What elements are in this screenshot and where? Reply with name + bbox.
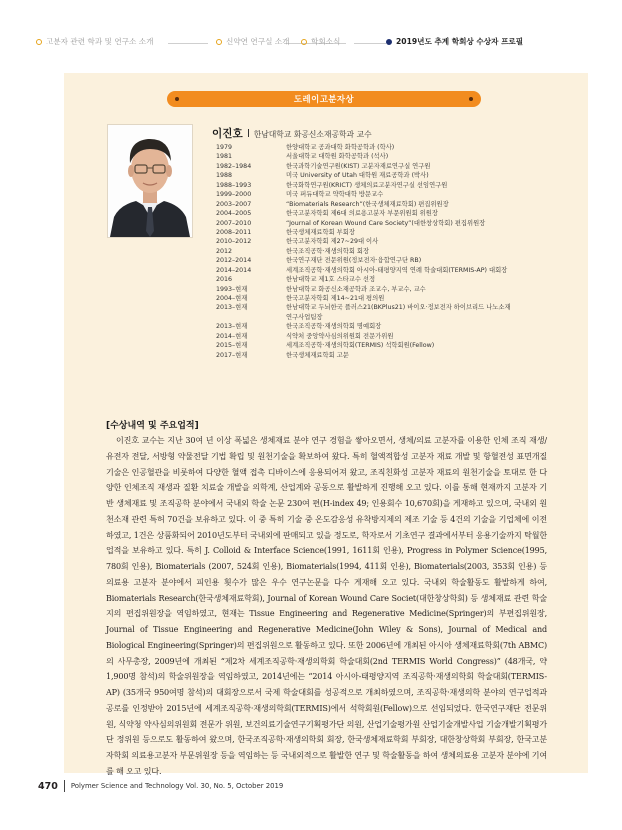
timeline-year: 2003–2007: [216, 200, 252, 208]
timeline-row: [216, 332, 536, 341]
bar-dot-icon: [469, 97, 473, 101]
nav-item-award-profiles[interactable]: [386, 36, 523, 47]
timeline-row: [216, 294, 536, 303]
timeline-year: 2013–현재: [216, 304, 248, 312]
timeline-year: 2014–2014: [216, 266, 252, 274]
timeline-description: 식약처 중앙약사심의위원회 전문가위원: [286, 332, 394, 340]
timeline-description: 연구사업팀장: [286, 313, 323, 321]
timeline-year: 2008–2011: [216, 228, 252, 236]
footer-divider: [64, 780, 65, 792]
timeline-row: [216, 313, 536, 322]
timeline-year: 1982–1984: [216, 162, 252, 170]
timeline-row: [216, 219, 536, 228]
timeline-description: 한남대학교 제1호 스타교수 선정: [286, 276, 376, 284]
nav-dot-icon: [36, 39, 42, 45]
timeline-row: [216, 266, 536, 275]
timeline-row: [216, 209, 536, 218]
timeline-row: [216, 322, 536, 331]
portrait-illustration: [108, 125, 192, 237]
timeline-description: 한국고분자학회 제14~21대 평의원: [286, 295, 385, 302]
timeline-description: “Journal of Korean Wound Care Society”(대한창상학회) 편집위원장: [286, 219, 486, 227]
timeline-row: [216, 351, 536, 360]
page-number: 470: [38, 780, 58, 792]
nav-dot-icon: [386, 39, 392, 45]
timeline-row: [216, 256, 536, 265]
timeline-description: 한국조직공학·재생의학회 명예회장: [286, 323, 382, 331]
timeline-description: 한남대학교 화공신소재공학과 조교수, 부교수, 교수: [286, 285, 426, 293]
timeline-year: 2012–2014: [216, 257, 252, 265]
nav-dot-icon: [301, 39, 307, 45]
timeline-description: 세계조직공학·재생의학회 아시아-태평양지역 연례 학술대회(TERMIS-AP) 대회장: [286, 266, 508, 274]
timeline-year: 2015–현재: [216, 342, 248, 350]
timeline-row: [216, 200, 536, 209]
nav-item-lab-intro[interactable]: [216, 36, 290, 47]
page-footer: [38, 780, 283, 792]
career-timeline: [216, 143, 536, 360]
timeline-row: [216, 228, 536, 237]
timeline-description: 한국연구재단 전문위원(정보전자·융합연구단 RB): [286, 257, 422, 265]
timeline-description: 한국조직공학·재생의학회 회장: [286, 247, 370, 255]
timeline-year: 2012: [216, 247, 233, 255]
timeline-row: [216, 303, 536, 312]
nav-item-label: 고분자 관련 학과 및 연구소 소개: [46, 37, 154, 46]
timeline-row: [216, 237, 536, 246]
timeline-description: 한국생체재료학회 고문: [286, 351, 349, 359]
nav-item-society-news[interactable]: [301, 36, 340, 47]
nav-item-departments[interactable]: [36, 36, 153, 47]
timeline-row: [216, 247, 536, 256]
timeline-description: 세계조직공학·재생의학회(TERMIS) 석학회원(Fellow): [286, 342, 435, 350]
timeline-year: 2004–현재: [216, 295, 248, 302]
timeline-row: [216, 152, 536, 161]
timeline-year: 1979: [216, 144, 233, 151]
timeline-description: “Biomaterials Research”(한국생체재료학회) 편집위원장: [286, 200, 449, 208]
timeline-description: 미국 University of Utah 대학원 재료공학과 (박사): [286, 172, 429, 180]
timeline-description: 서울대학교 대학원 화학공학과 (석사): [286, 153, 389, 161]
timeline-year: 2017–현재: [216, 351, 248, 359]
timeline-year: 2010–2012: [216, 238, 252, 246]
timeline-year: 1999–2000: [216, 191, 252, 199]
nav-dot-icon: [216, 39, 222, 45]
profile-name: 이진호: [212, 128, 243, 140]
timeline-year: 2007–2010: [216, 219, 252, 227]
timeline-row: [216, 341, 536, 350]
profile-photo: [107, 124, 193, 238]
profile-header: [212, 126, 372, 141]
nav-item-label: 학회소식: [311, 37, 341, 46]
timeline-year: 1988–1993: [216, 181, 252, 189]
timeline-year: 2016: [216, 276, 233, 284]
top-navigation: [36, 36, 592, 52]
timeline-year: 1981: [216, 153, 233, 161]
awards-body: 이진호 교수는 지난 30여 년 이상 폭넓은 생체재료 분야 연구 경험을 쌓아오면서, 생체/의료 고분자를 이용한 인체 조직 재생/유전자 전달, 서방형 약물전달 기법 확립 및 원천기술을 확보하여 왔다. 특히 혈액적합성 고분자 재료 개발 및 항혈전성 표면개질 기술은 인공혈관을 비롯하여 다양한 혈액 접촉 디바이스에 응용되어져 왔고, 조직친화성 고분자 재료의 원천기술을 토대로 한 다양한 인체조직 재생과 질환 치료술 개발을 의학계, 산업계와 공동으로 활발하게 진행해 오고 있다. 이를 통해 현재까지 고분자 기반 생체재료 및 조직공학 분야에서 국내외 학술 논문 230여 편(H-index 49; 인용회수 10,670회)을 게재하고 있으며, 국내외 원천소재 관련 특허 70건을 보유하고 있다. 이 중 특히 기술 중 온도감응성 유착방지제의 제조 기술 등 4건의 기술을 기업체에 이전하였고, 1건은 상품화되어 2010년도부터 국내외에 판매되고 있을 정도로, 학자로서 기초연구 결과에서부터 응용기술까지 탁월한 업적을 보유하고 있다. 특히 J. Colloid & Interface Science(1991, 1611회 인용), Progress in Polymer Science(1995, 780회 인용), Biomaterials (2007, 524회 인용), Biomaterials(1994, 411회 인용), Biomaterials(2003, 353회 인용) 등 의료용 고분자 분야에서 피인용 횟수가 많은 우수 연구논문을 다수 게재해 오고 있다. 국내외 학술활동도 활발하게 하여, Biomaterials Research(한국생체재료학회), Journal of Korean Wound Care Societ(대한창상학회) 등 생체재료 관련 학술지의 편집위원장을 역임하였고, 현재는 Tissue Engineering and Regenerative Medicine(Springer)의 부편집위원장, Journal of Tissue Engineering and Regenerative Medicine(John Wiley & Sons), Journal of Medical and Biological Engineering(Springer)의 편집위원으로 활동하고 있다. 또한 2006년에 개최된 아시아 생체재료학회(7th ABMC)의 사무총장, 2009년에 개최된 “제2차 세계조직공학·재생의학회 학술대회(2nd TERMIS World Congress)” (48개국, 약 1,900명 참석)의 학술위원장을 역임하였고, 2014년에는 “2014 아시아-태평양지역 조직공학·재생의학회 학술대회(TERMIS-AP) (35개국 950여명 참석)의 대회장으로서 국제 학술대회를 성공적으로 개최하였으며, 조직공학·재생의학 분야의 연구업적과 공로를 인정받아 2015년에 세계조직공학·재생의학회(TERMIS)에서 석학회원(Fellow)으로 선임되었다. 한국연구재단 전문위원, 식약청 약사심의위원회 전문가 위원, 보건의료기술연구기획평가단 의원, 산업기술평가원 산업기술개발사업 기술개발기획평가단 정위원 등으로도 활동하여 왔으며, 한국조직공학·재생의학회 회장, 한국생체재료학회 부회장, 대한창상학회 부회장, 한국고분자학회 의료용고분자 부문위원장 등을 역임하는 등 국내외적으로 활발한 연구 및 학술활동을 하여 생체의료용 고분자 분야에 기여를 해 오고 있다.: [106, 436, 547, 776]
timeline-row: [216, 190, 536, 199]
timeline-row: [216, 171, 536, 180]
nav-item-label: 신약연 연구실 소개: [226, 37, 290, 46]
timeline-description: 한국생체재료학회 부회장: [286, 228, 355, 236]
timeline-year: 1993–현재: [216, 285, 248, 293]
awards-heading: [수상내역 및 주요업적]: [106, 421, 199, 431]
timeline-year: 2013–현재: [216, 323, 248, 331]
header-separator: [248, 129, 249, 137]
timeline-description: 한국고분자학회 제6대 의료용고분자 부문위원회 위원장: [286, 210, 438, 218]
timeline-row: [216, 275, 536, 284]
nav-item-label: 2019년도 추계 학회상 수상자 프로필: [396, 37, 524, 46]
nav-connector: [354, 43, 386, 44]
timeline-year: 2004–2005: [216, 210, 252, 218]
timeline-description: 미국 퍼듀대학교 약학대학 방문교수: [286, 191, 384, 199]
timeline-row: [216, 162, 536, 171]
timeline-description: 한국화학연구원(KRICT) 생체의료고분자연구실 선임연구원: [286, 181, 448, 189]
timeline-row: [216, 181, 536, 190]
timeline-description: 한국고분자학회 제27~29대 이사: [286, 238, 379, 246]
nav-connector: [168, 43, 208, 44]
timeline-description: 한남대학교 두뇌한국 플러스21(BKPlus21) 바이오·정보전자 하이브리드 나노소재: [286, 304, 511, 312]
timeline-description: 한국과학기술연구원(KIST) 고분자재료연구실 연구원: [286, 162, 431, 170]
bar-dot-icon: [175, 97, 179, 101]
timeline-year: 1988: [216, 172, 233, 180]
timeline-year: 2014–현재: [216, 332, 248, 340]
profile-affiliation: 한남대학교 화공신소재공학과 교수: [253, 130, 372, 139]
timeline-description: 한양대학교 공과대학 화학공학과 (학사): [286, 144, 395, 151]
timeline-row: [216, 143, 536, 152]
section-title: 도레이고분자상: [293, 94, 355, 104]
section-title-bar: [167, 91, 481, 107]
journal-citation: Polymer Science and Technology Vol. 30, No. 5, October 2019: [70, 782, 284, 790]
timeline-row: [216, 285, 536, 294]
